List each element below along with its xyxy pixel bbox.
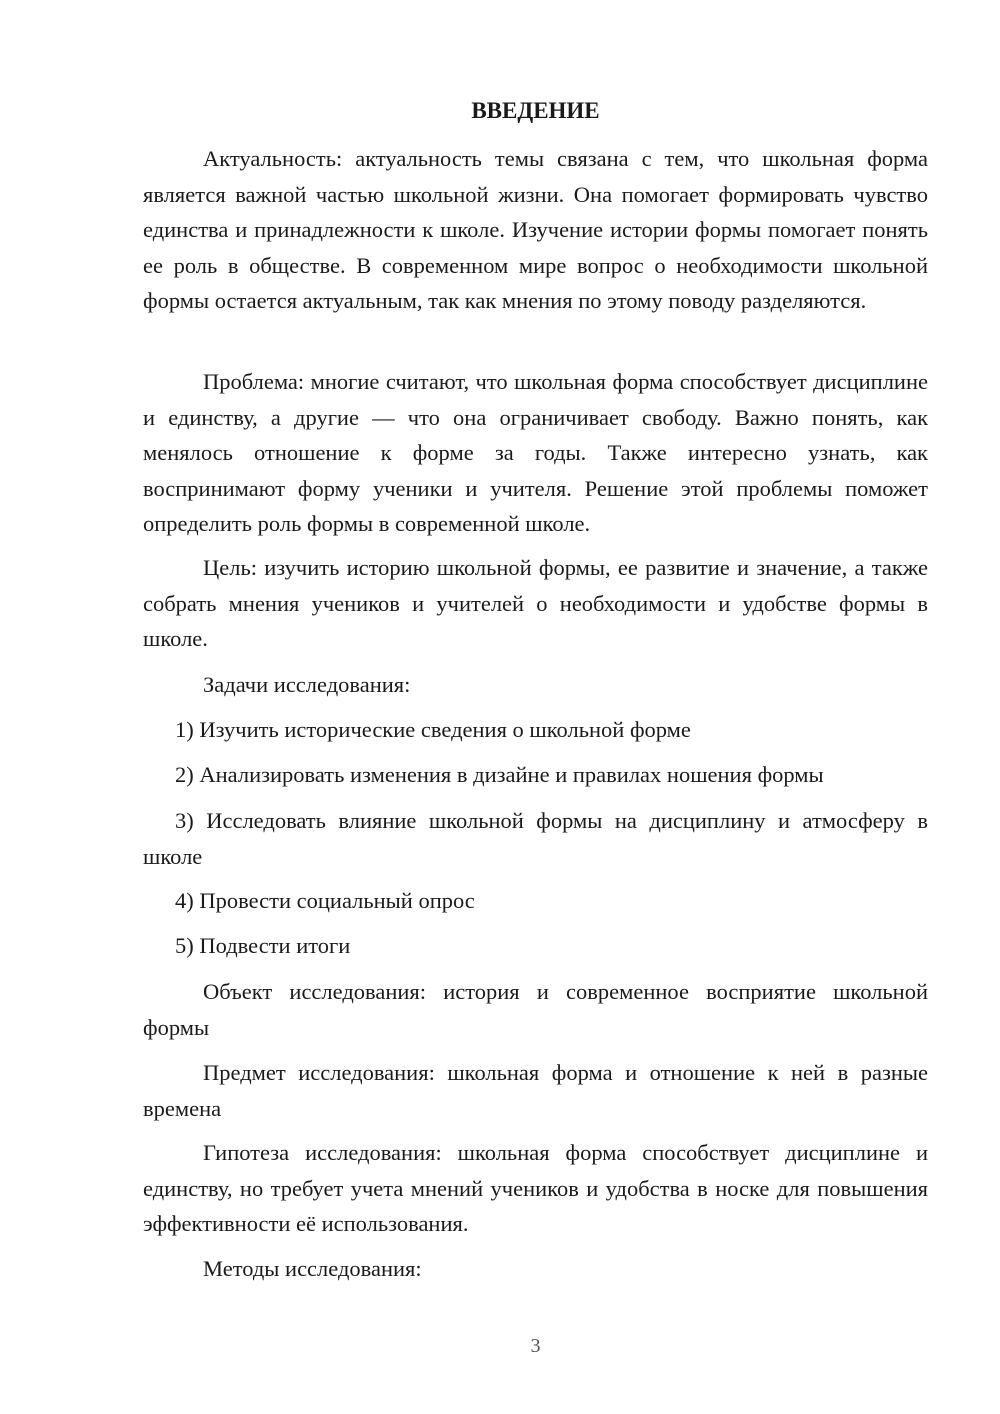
list-item-task-4: 4) Провести социальный опрос <box>175 888 475 913</box>
paragraph-relevance: Актуальность: актуальность темы связана с тем, что школьная форма является важной частью школьной жизни. Она помогает формировать чувство единства и принадлежности к школе. Изучение истории формы помогает понять ее роль в обществе. В современном мире вопрос о необходимости школьной формы остается актуальным, так как мнения по этому поводу разделяются. <box>143 146 928 313</box>
list-item-task-1: 1) Изучить исторические сведения о школьной форме <box>175 717 691 742</box>
page-title: ВВЕДЕНИЕ <box>471 98 600 123</box>
paragraph-problem: Проблема: многие считают, что школьная форма способствует дисциплине и единству, а другие — что она ограничивает свободу. Важно понять, как менялось отношение к форме за годы. Также интересно узнать, как воспринимают форму ученики и учителя. Решение этой проблемы поможет определить роль формы в современной школе. <box>143 369 928 536</box>
paragraph-hypothesis: Гипотеза исследования: школьная форма способствует дисциплине и единству, но требует учета мнений учеников и удобства в носке для повышения эффективности её использования. <box>143 1140 928 1236</box>
list-item-task-2: 2) Анализировать изменения в дизайне и правилах ношения формы <box>175 762 824 787</box>
list-item-task-5: 5) Подвести итоги <box>175 933 351 958</box>
list-item-task-3: 3) Исследовать влияние школьной формы на дисциплину и атмосферу в школе <box>143 808 928 869</box>
paragraph-tasks-title: Задачи исследования: <box>203 672 411 697</box>
paragraph-methods-title: Методы исследования: <box>203 1256 422 1281</box>
page-number: 3 <box>530 1335 541 1357</box>
paragraph-goal: Цель: изучить историю школьной формы, ее развитие и значение, а также собрать мнения учеников и учителей о необходимости и удобстве формы в школе. <box>143 555 928 651</box>
paragraph-subject: Предмет исследования: школьная форма и отношение к ней в разные времена <box>143 1060 928 1121</box>
paragraph-object: Объект исследования: история и современное восприятие школьной формы <box>143 979 928 1040</box>
